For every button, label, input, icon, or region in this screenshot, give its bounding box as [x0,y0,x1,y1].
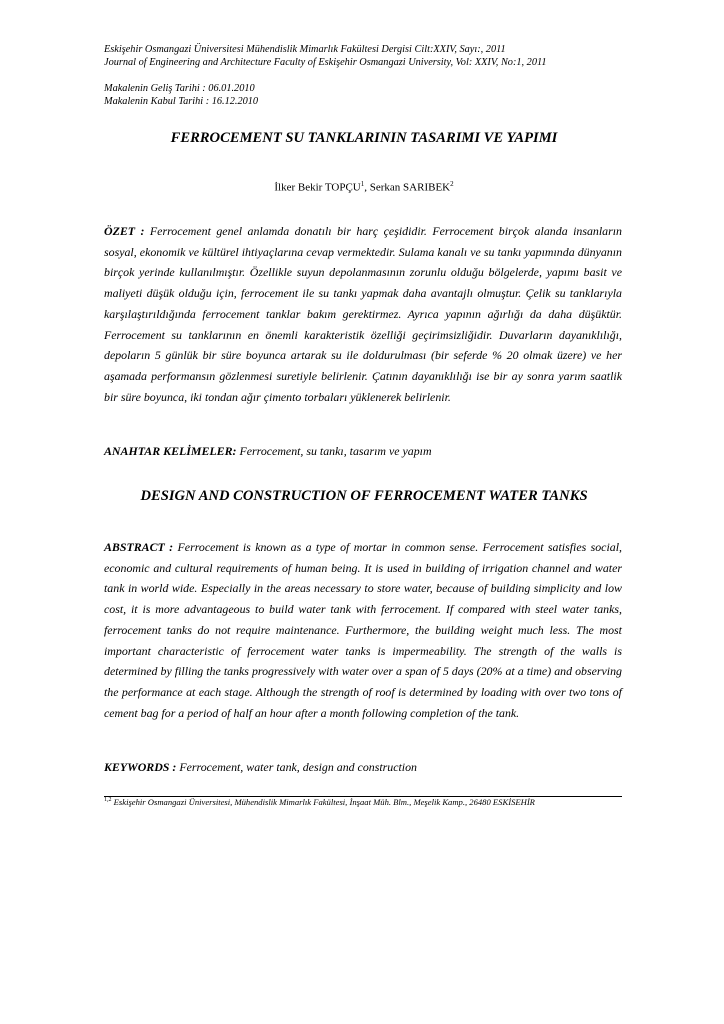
keywords-turkish [104,444,622,459]
journal-header [104,43,624,69]
abstract-paragraph [104,537,622,723]
journal-header-tr: Eskişehir Osmangazi Üniversitesi Mühendislik Mimarlık Fakültesi Dergisi Cilt:XXIV, Sayı:, 2011 [104,44,506,55]
article-dates [104,82,624,108]
affiliation-footnote [104,797,624,807]
author-separator: , [364,181,370,194]
journal-header-en: Journal of Engineering and Architecture Faculty of Eskişehir Osmangazi University, Vol: XXIV, No:1, 2011 [104,57,547,68]
abstract-text: Ferrocement is known as a type of mortar in common sense. Ferrocement satisfies social, economic and cultural requirements of human being. It is used in building of irrigation channel and water tank in world wide. Especially in the areas necessary to store water, because of building simplicity and low cost, it is more advantageous to build water tank with ferrocement. If compared with steel water tanks, ferrocement tanks do not require maintenance. Furthermore, the building weight much less. The most important characteristic of ferrocement water tanks is impermeability. The strength of the walls is determined by filling the tanks progressively with water over a span of 5 days (20% at a time) and observing the performance at each stage. Although the strength of roof is determined by loading with over two tons of cement bag for a period of half an hour after a month following completion of the tank. [104,540,622,720]
received-date: Makalenin Geliş Tarihi : 06.01.2010 [104,83,255,94]
footnote-marker: 1,2 [104,797,112,804]
author-1-affiliation-marker: 1 [360,180,365,188]
ozet-label: ÖZET : [104,224,145,238]
author-2-affiliation-marker: 2 [450,180,454,188]
keywords-english [104,760,622,775]
author-line [104,180,624,194]
ozet-text: Ferrocement genel anlamda donatılı bir harç çeşididir. Ferrocement birçok alanda insanların sosyal, ekonomik ve kültürel ihtiyaçlarına cevap vermektedir. Sulama kanalı ve su tankı yapımında dünyanın birçok yerinde kullanılmıştır. Özellikle suyun depolanmasının zorunlu olduğu bölgelerde, yapımı basit ve maliyeti düşük olduğu için, ferrocement ile su tankı yapmak daha avantajlı olmuştur. Çelik su tanklarıyla karşılaştırıldığında ferrocement tanklar bakım gerektirmez. Ayrıca yapının ağırlığı da daha düşüktür. Ferrocement su tanklarının en önemli karakteristik özelliği geçirimsizliğidir. Duvarların dayanıklılığı, depoların 5 günlük bir süre boyunca artarak su ile doldurulması (bir seferde % 20 olmak üzere) ve her aşamada performansın gözlenmesi suretiyle belirlenir. Çatının dayanıklılığı ise bir ay sonra yarım saatlik bir süre boyunca, iki tondan ağır çimento torbaları yüklenerek belirlenir. [104,224,622,404]
keywords-tr-label: ANAHTAR KELİMELER: [104,444,237,458]
author-1-name: İlker Bekir TOPÇU [274,181,361,194]
abstract-label: ABSTRACT : [104,540,174,554]
footnote-text: Eskişehir Osmangazi Üniversitesi, Mühendislik Mimarlık Fakültesi, İnşaat Müh. Blm., Meşelik Kamp., 26480 ESKİSEHİR [113,797,535,807]
keywords-tr-text: Ferrocement, su tankı, tasarım ve yapım [239,444,432,458]
title-turkish: FERROCEMENT SU TANKLARININ TASARIMI VE YAPIMI [170,130,558,146]
title-english: DESIGN AND CONSTRUCTION OF FERROCEMENT WATER TANKS [140,488,588,504]
author-2-name: Serkan SARIBEK [369,181,451,194]
keywords-en-text: Ferrocement, water tank, design and construction [179,760,418,774]
ozet-paragraph [104,221,622,407]
keywords-en-label: KEYWORDS : [104,760,177,774]
accepted-date: Makalenin Kabul Tarihi : 16.12.2010 [104,96,259,107]
